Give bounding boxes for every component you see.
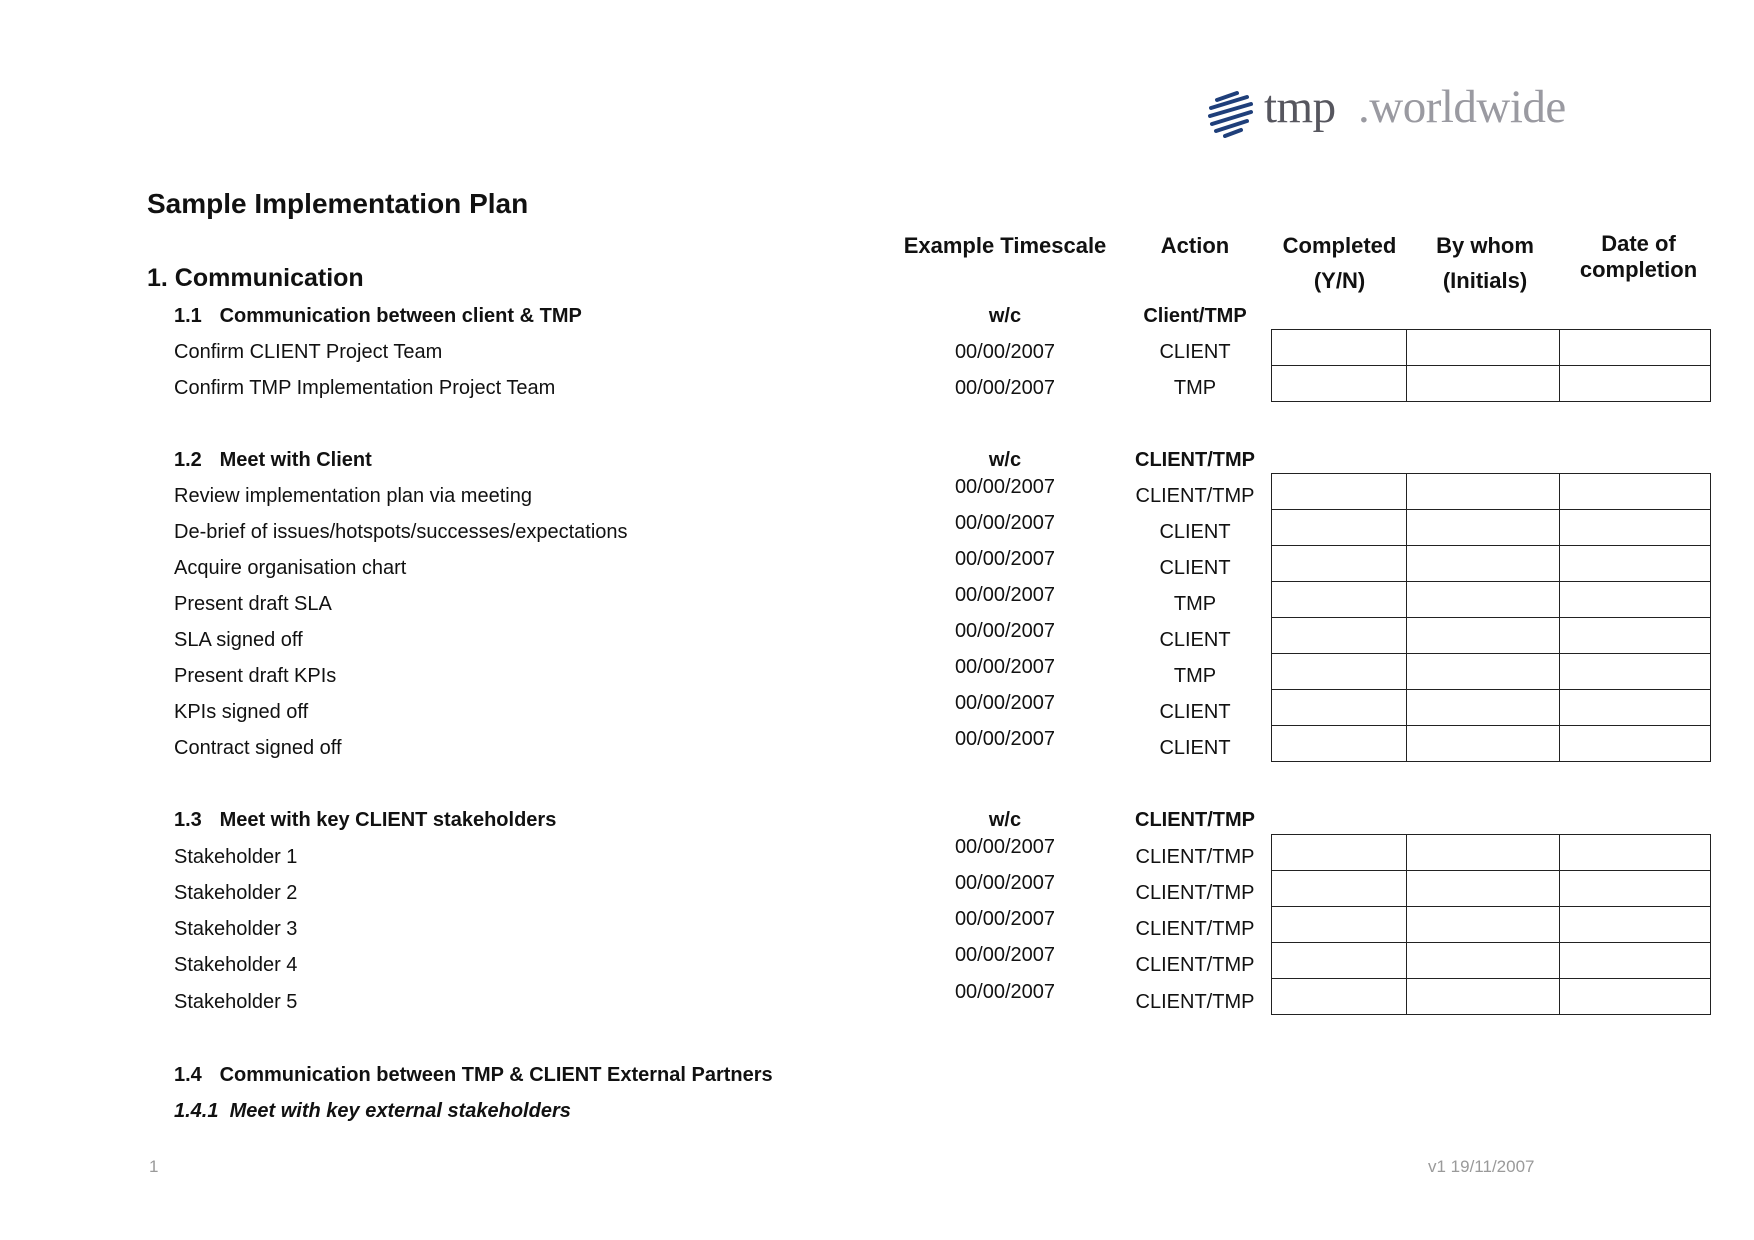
task-label: SLA signed off xyxy=(174,629,303,651)
task-label: Stakeholder 2 xyxy=(174,882,298,904)
completed-cell[interactable] xyxy=(1272,474,1407,510)
logo-text-tmp: tmp xyxy=(1264,81,1336,133)
action-header: Client/TMP xyxy=(1143,305,1247,327)
timescale-date: 00/00/2007 xyxy=(954,341,1056,363)
task-label: KPIs signed off xyxy=(174,701,309,723)
task-label: Confirm CLIENT Project Team xyxy=(174,341,443,363)
completed-cell[interactable] xyxy=(1272,510,1407,546)
action-owner: TMP xyxy=(1173,593,1217,615)
version-stamp: v1 19/11/2007 xyxy=(1428,1157,1535,1176)
date-of-completion-cell[interactable] xyxy=(1559,474,1710,510)
completed-cell[interactable] xyxy=(1272,726,1407,762)
grid-row xyxy=(1272,835,1711,871)
action-owner: CLIENT/TMP xyxy=(1135,954,1255,976)
timescale-date: 00/00/2007 xyxy=(954,944,1056,966)
subsection-heading-1-1: 1.1 Communication between client & TMP xyxy=(174,305,582,327)
task-label: Review implementation plan via meeting xyxy=(174,485,532,507)
completed-cell[interactable] xyxy=(1272,618,1407,654)
action-header: CLIENT/TMP xyxy=(1135,449,1255,471)
grid-row xyxy=(1272,690,1711,726)
date-of-completion-cell[interactable] xyxy=(1559,979,1710,1015)
timescale-header: w/c xyxy=(988,305,1022,327)
tmp-worldwide-logo xyxy=(1207,81,1566,144)
section-title: 1. Communication xyxy=(147,264,364,292)
timescale-date: 00/00/2007 xyxy=(954,377,1056,399)
col-header-date-line2: completion xyxy=(1579,257,1698,282)
action-owner: CLIENT/TMP xyxy=(1135,918,1255,940)
grid-row xyxy=(1272,510,1711,546)
completed-cell[interactable] xyxy=(1272,654,1407,690)
task-label: Stakeholder 1 xyxy=(174,846,298,868)
date-of-completion-cell[interactable] xyxy=(1559,726,1710,762)
grid-row xyxy=(1272,330,1711,366)
timescale-date: 00/00/2007 xyxy=(954,692,1056,714)
action-owner: CLIENT/TMP xyxy=(1135,485,1255,507)
action-owner: CLIENT xyxy=(1159,701,1231,723)
date-of-completion-cell[interactable] xyxy=(1559,943,1710,979)
logo-mark-icon xyxy=(1207,90,1255,138)
grid-row xyxy=(1272,943,1711,979)
grid-row xyxy=(1272,871,1711,907)
timescale-date: 00/00/2007 xyxy=(954,584,1056,606)
by-whom-cell[interactable] xyxy=(1407,510,1559,546)
action-owner: CLIENT xyxy=(1159,341,1231,363)
grid-row xyxy=(1272,618,1711,654)
subsection-heading-1-4: 1.4 Communication between TMP & CLIENT External Partners xyxy=(174,1064,773,1086)
timescale-date: 00/00/2007 xyxy=(954,620,1056,642)
completed-cell[interactable] xyxy=(1272,943,1407,979)
grid-row xyxy=(1272,979,1711,1015)
task-label: Present draft SLA xyxy=(174,593,332,615)
subsection-heading-1-2: 1.2 Meet with Client xyxy=(174,449,372,471)
subsection-heading-1-4-1: 1.4.1 Meet with key external stakeholders xyxy=(174,1100,571,1122)
action-owner: CLIENT/TMP xyxy=(1135,882,1255,904)
col-header-date-of-completion xyxy=(1562,231,1715,283)
date-of-completion-cell[interactable] xyxy=(1559,546,1710,582)
date-of-completion-cell[interactable] xyxy=(1559,654,1710,690)
completed-cell[interactable] xyxy=(1272,546,1407,582)
completed-cell[interactable] xyxy=(1272,366,1407,402)
task-label: Contract signed off xyxy=(174,737,342,759)
col-header-by-whom-line2: (Initials) xyxy=(1442,268,1528,293)
action-owner: CLIENT/TMP xyxy=(1135,846,1255,868)
by-whom-cell[interactable] xyxy=(1407,618,1559,654)
task-label: Confirm TMP Implementation Project Team xyxy=(174,377,556,399)
grid-row xyxy=(1272,726,1711,762)
completed-cell[interactable] xyxy=(1272,871,1407,907)
timescale-date: 00/00/2007 xyxy=(954,981,1056,1003)
grid-row xyxy=(1272,366,1711,402)
timescale-date: 00/00/2007 xyxy=(954,872,1056,894)
action-owner: CLIENT xyxy=(1159,557,1231,579)
date-of-completion-cell[interactable] xyxy=(1559,871,1710,907)
date-of-completion-cell[interactable] xyxy=(1559,690,1710,726)
by-whom-cell[interactable] xyxy=(1407,474,1559,510)
task-label: Stakeholder 4 xyxy=(174,954,298,976)
by-whom-cell[interactable] xyxy=(1407,546,1559,582)
completed-cell[interactable] xyxy=(1272,907,1407,943)
timescale-date: 00/00/2007 xyxy=(954,512,1056,534)
by-whom-cell[interactable] xyxy=(1407,979,1559,1015)
date-of-completion-cell[interactable] xyxy=(1559,510,1710,546)
timescale-date: 00/00/2007 xyxy=(954,728,1056,750)
action-owner: CLIENT/TMP xyxy=(1135,991,1255,1013)
completed-cell[interactable] xyxy=(1272,582,1407,618)
grid-row xyxy=(1272,907,1711,943)
by-whom-cell[interactable] xyxy=(1407,366,1559,402)
col-header-by-whom xyxy=(1408,228,1562,298)
date-of-completion-cell[interactable] xyxy=(1559,366,1710,402)
tracking-grid-1-3 xyxy=(1271,834,1711,1015)
task-label: Present draft KPIs xyxy=(174,665,337,687)
action-owner: TMP xyxy=(1173,377,1217,399)
timescale-date: 00/00/2007 xyxy=(954,476,1056,498)
grid-row xyxy=(1272,546,1711,582)
tracking-grid-1-2 xyxy=(1271,473,1711,762)
col-header-completed-line1: Completed xyxy=(1282,233,1397,258)
by-whom-cell[interactable] xyxy=(1407,582,1559,618)
completed-cell[interactable] xyxy=(1272,690,1407,726)
col-header-action: Action xyxy=(1160,233,1230,258)
task-label: Acquire organisation chart xyxy=(174,557,407,579)
timescale-header: w/c xyxy=(988,809,1022,831)
completed-cell[interactable] xyxy=(1272,979,1407,1015)
action-header: CLIENT/TMP xyxy=(1135,809,1255,831)
task-label: Stakeholder 3 xyxy=(174,918,298,940)
col-header-completed xyxy=(1271,228,1408,298)
date-of-completion-cell[interactable] xyxy=(1559,618,1710,654)
col-header-date-line1: Date of xyxy=(1601,231,1676,256)
timescale-date: 00/00/2007 xyxy=(954,836,1056,858)
grid-row xyxy=(1272,654,1711,690)
timescale-date: 00/00/2007 xyxy=(954,656,1056,678)
col-header-timescale: Example Timescale xyxy=(903,233,1107,258)
by-whom-cell[interactable] xyxy=(1407,690,1559,726)
timescale-header: w/c xyxy=(988,449,1022,471)
by-whom-cell[interactable] xyxy=(1407,907,1559,943)
date-of-completion-cell[interactable] xyxy=(1559,582,1710,618)
page-number: 1 xyxy=(149,1157,159,1176)
timescale-date: 00/00/2007 xyxy=(954,548,1056,570)
completed-cell[interactable] xyxy=(1272,835,1407,871)
by-whom-cell[interactable] xyxy=(1407,835,1559,871)
by-whom-cell[interactable] xyxy=(1407,726,1559,762)
tracking-grid-1-1 xyxy=(1271,329,1711,402)
action-owner: CLIENT xyxy=(1159,737,1231,759)
by-whom-cell[interactable] xyxy=(1407,871,1559,907)
action-owner: TMP xyxy=(1173,665,1217,687)
grid-row xyxy=(1272,474,1711,510)
task-label: De-brief of issues/hotspots/successes/expectations xyxy=(174,521,628,543)
logo-text-worldwide: .worldwide xyxy=(1358,81,1566,133)
action-owner: CLIENT xyxy=(1159,521,1231,543)
date-of-completion-cell[interactable] xyxy=(1559,330,1710,366)
date-of-completion-cell[interactable] xyxy=(1559,835,1710,871)
by-whom-cell[interactable] xyxy=(1407,654,1559,690)
timescale-date: 00/00/2007 xyxy=(954,908,1056,930)
task-label: Stakeholder 5 xyxy=(174,991,298,1013)
col-header-completed-line2: (Y/N) xyxy=(1313,268,1366,293)
grid-row xyxy=(1272,582,1711,618)
subsection-heading-1-3: 1.3 Meet with key CLIENT stakeholders xyxy=(174,809,557,831)
by-whom-cell[interactable] xyxy=(1407,330,1559,366)
by-whom-cell[interactable] xyxy=(1407,943,1559,979)
date-of-completion-cell[interactable] xyxy=(1559,907,1710,943)
completed-cell[interactable] xyxy=(1272,330,1407,366)
document-title: Sample Implementation Plan xyxy=(147,188,529,219)
action-owner: CLIENT xyxy=(1159,629,1231,651)
col-header-by-whom-line1: By whom xyxy=(1436,233,1534,258)
